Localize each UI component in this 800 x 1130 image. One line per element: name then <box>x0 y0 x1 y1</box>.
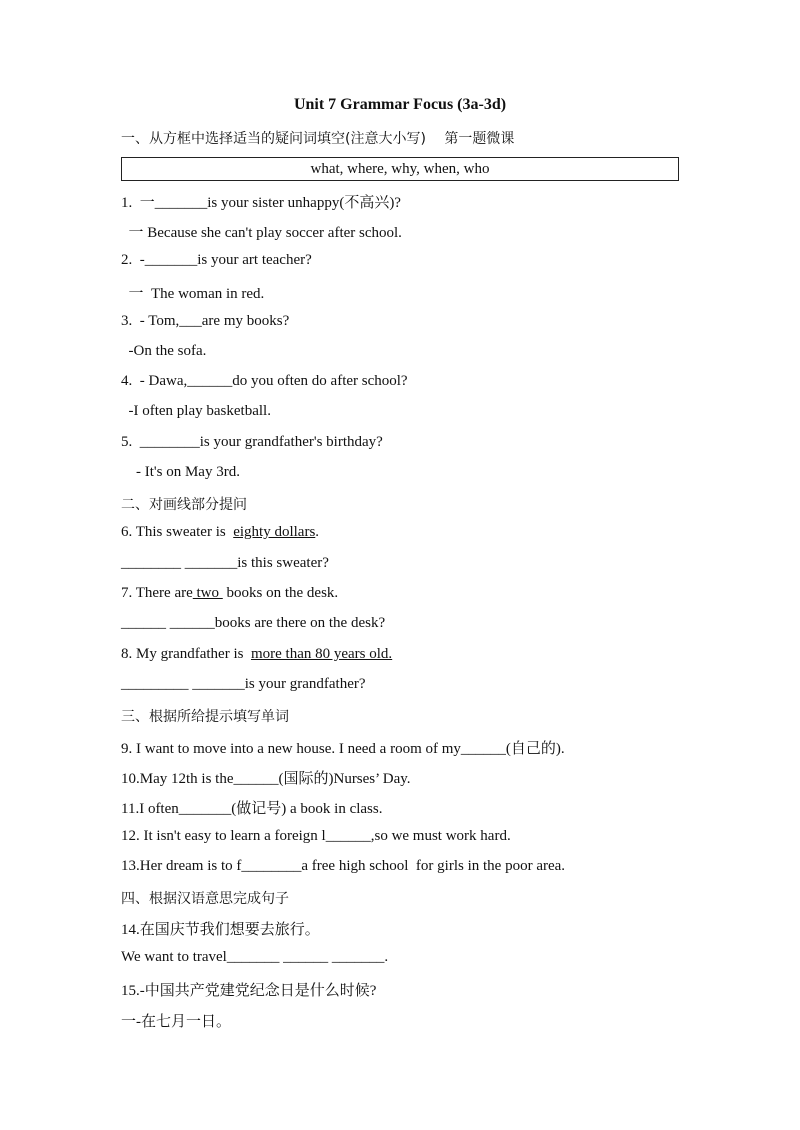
question-14: 14.在国庆节我们想要去旅行。 <box>121 922 320 938</box>
question-3: 3. - Tom,___are my books? <box>121 313 290 329</box>
question-8-prefix: 8. My grandfather is <box>121 646 251 662</box>
question-5: 5. ________is your grandfather's birthday? <box>121 434 383 450</box>
question-13: 13.Her dream is to f________a free high school for girls in the poor area. <box>121 858 566 874</box>
answer-7: ______ ______books are there on the desk? <box>121 615 386 631</box>
question-7-prefix: 7. There are <box>121 585 193 601</box>
answer-15: 一-在七月一日。 <box>121 1014 231 1030</box>
answer-6: ________ _______is this sweater? <box>121 555 329 571</box>
section2-heading: 二、对画线部分提问 <box>121 497 247 513</box>
question-7 <box>121 585 338 602</box>
question-8 <box>121 646 392 663</box>
section3-heading: 三、根据所给提示填写单词 <box>121 709 289 725</box>
answer-5: - It's on May 3rd. <box>121 464 240 480</box>
question-8-underlined: more than 80 years old. <box>250 646 393 662</box>
question-7-suffix: books on the desk. <box>222 585 339 601</box>
question-7-underlined: two <box>192 585 223 601</box>
answer-14: We want to travel_______ ______ _______. <box>121 949 389 965</box>
question-12: 12. It isn't easy to learn a foreign l______,so we must work hard. <box>121 828 511 844</box>
answer-4: -I often play basketball. <box>121 403 271 419</box>
word-box: what, where, why, when, who <box>121 157 679 181</box>
question-10: 10.May 12th is the______(国际的)Nurses’ Day. <box>121 771 411 787</box>
question-6 <box>121 524 319 541</box>
question-9: 9. I want to move into a new house. I need a room of my______(自己的). <box>121 741 565 757</box>
question-6-suffix: . <box>315 524 320 540</box>
question-4: 4. - Dawa,______do you often do after school? <box>121 373 408 389</box>
section4-heading: 四、根据汉语意思完成句子 <box>121 891 289 907</box>
question-2: 2. -_______is your art teacher? <box>121 252 312 268</box>
question-6-underlined: eighty dollars <box>233 524 316 540</box>
section1-heading: 一、从方框中选择适当的疑问词填空(注意大小写) 第一题微课 <box>121 131 515 147</box>
question-15: 15.-中国共产党建党纪念日是什么时候? <box>121 983 377 999</box>
answer-3: -On the sofa. <box>121 343 207 359</box>
page-title: Unit 7 Grammar Focus (3a-3d) <box>293 96 507 113</box>
answer-8: _________ _______is your grandfather? <box>121 676 366 692</box>
question-1: 1. 一_______is your sister unhappy(不高兴)? <box>121 195 401 211</box>
answer-1: 一 Because she can't play soccer after school. <box>121 225 402 241</box>
question-6-prefix: 6. This sweater is <box>121 524 234 540</box>
answer-2: 一 The woman in red. <box>121 286 265 302</box>
question-11: 11.I often_______(做记号) a book in class. <box>121 801 383 817</box>
